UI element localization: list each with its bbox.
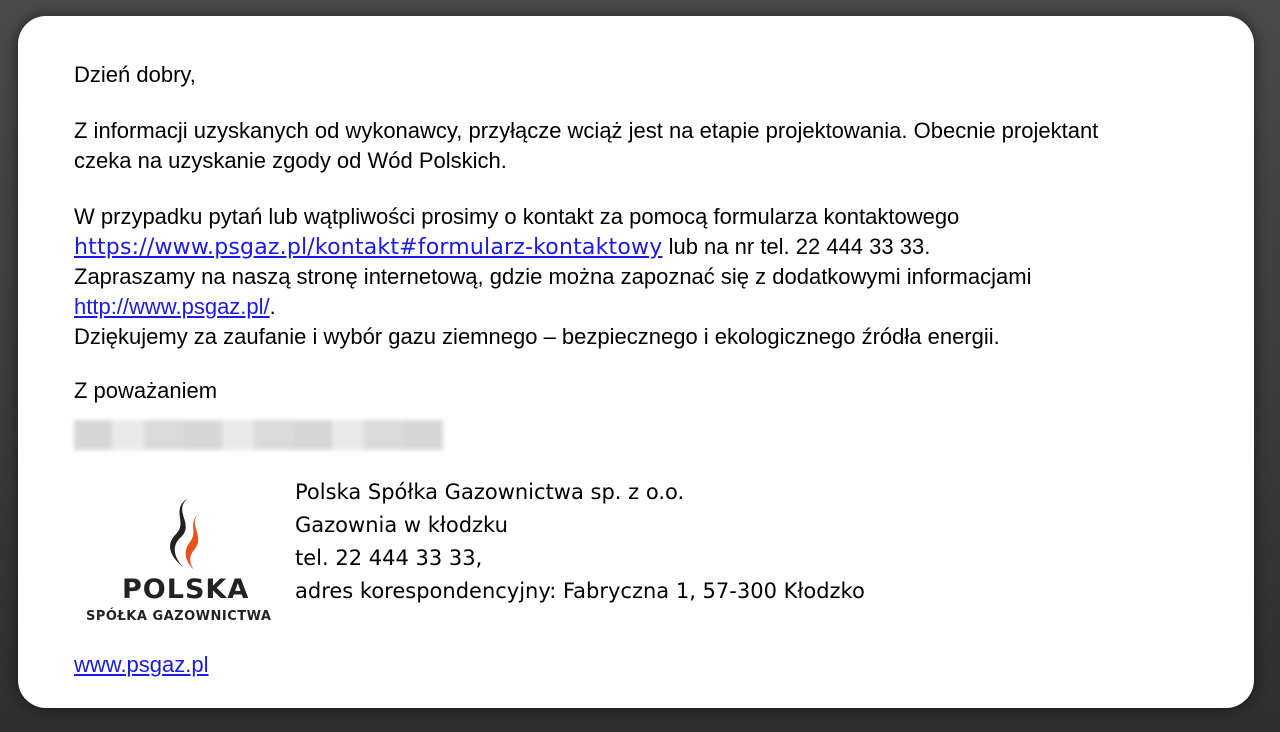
signature-phone: tel. 22 444 33 33, — [295, 546, 483, 570]
paragraph-2-line-2 — [74, 232, 930, 263]
closing: Z poważaniem — [74, 378, 218, 403]
signature-address: adres korespondencyjny: Fabryczna 1, 57-300 Kłodzko — [295, 579, 865, 603]
logo-word-polska: POLSKA — [122, 574, 250, 605]
psg-logo — [84, 494, 284, 624]
contact-form-link[interactable]: https://www.psgaz.pl/kontakt#formularz-kontaktowy — [74, 235, 663, 260]
email-body-card — [18, 16, 1254, 708]
footer-website-line — [74, 650, 209, 680]
signature-branch: Gazownia w kłodzku — [295, 513, 508, 537]
signature-company: Polska Spółka Gazownictwa sp. z o.o. — [295, 480, 685, 504]
paragraph-1-line-2: czeka na uzyskanie zgody od Wód Polskich. — [74, 148, 507, 173]
website-link[interactable]: http://www.psgaz.pl/ — [74, 294, 270, 319]
paragraph-2-line-1: W przypadku pytań lub wątpliwości prosimy o kontakt za pomocą formularza kontaktowego — [74, 204, 960, 229]
flame-icon — [84, 494, 284, 574]
paragraph-2-line-4 — [74, 292, 276, 322]
period-text: . — [269, 294, 276, 319]
redacted-sender-name — [74, 420, 444, 450]
footer-website-link[interactable]: www.psgaz.pl — [74, 652, 209, 677]
paragraph-2-line-3: Zapraszamy na naszą stronę internetową, gdzie można zapoznać się z dodatkowymi informacjami — [74, 264, 1032, 289]
logo-word-spolka: SPÓŁKA GAZOWNICTWA — [86, 609, 272, 624]
greeting: Dzień dobry, — [74, 62, 196, 87]
paragraph-1-line-1: Z informacji uzyskanych od wykonawcy, przyłącze wciąż jest na etapie projektowania. Obecnie projektant — [74, 118, 1099, 143]
phone-text: lub na nr tel. 22 444 33 33. — [662, 234, 931, 259]
paragraph-2-line-5: Dziękujemy za zaufanie i wybór gazu ziemnego – bezpiecznego i ekologicznego źródła energii. — [74, 324, 1000, 349]
